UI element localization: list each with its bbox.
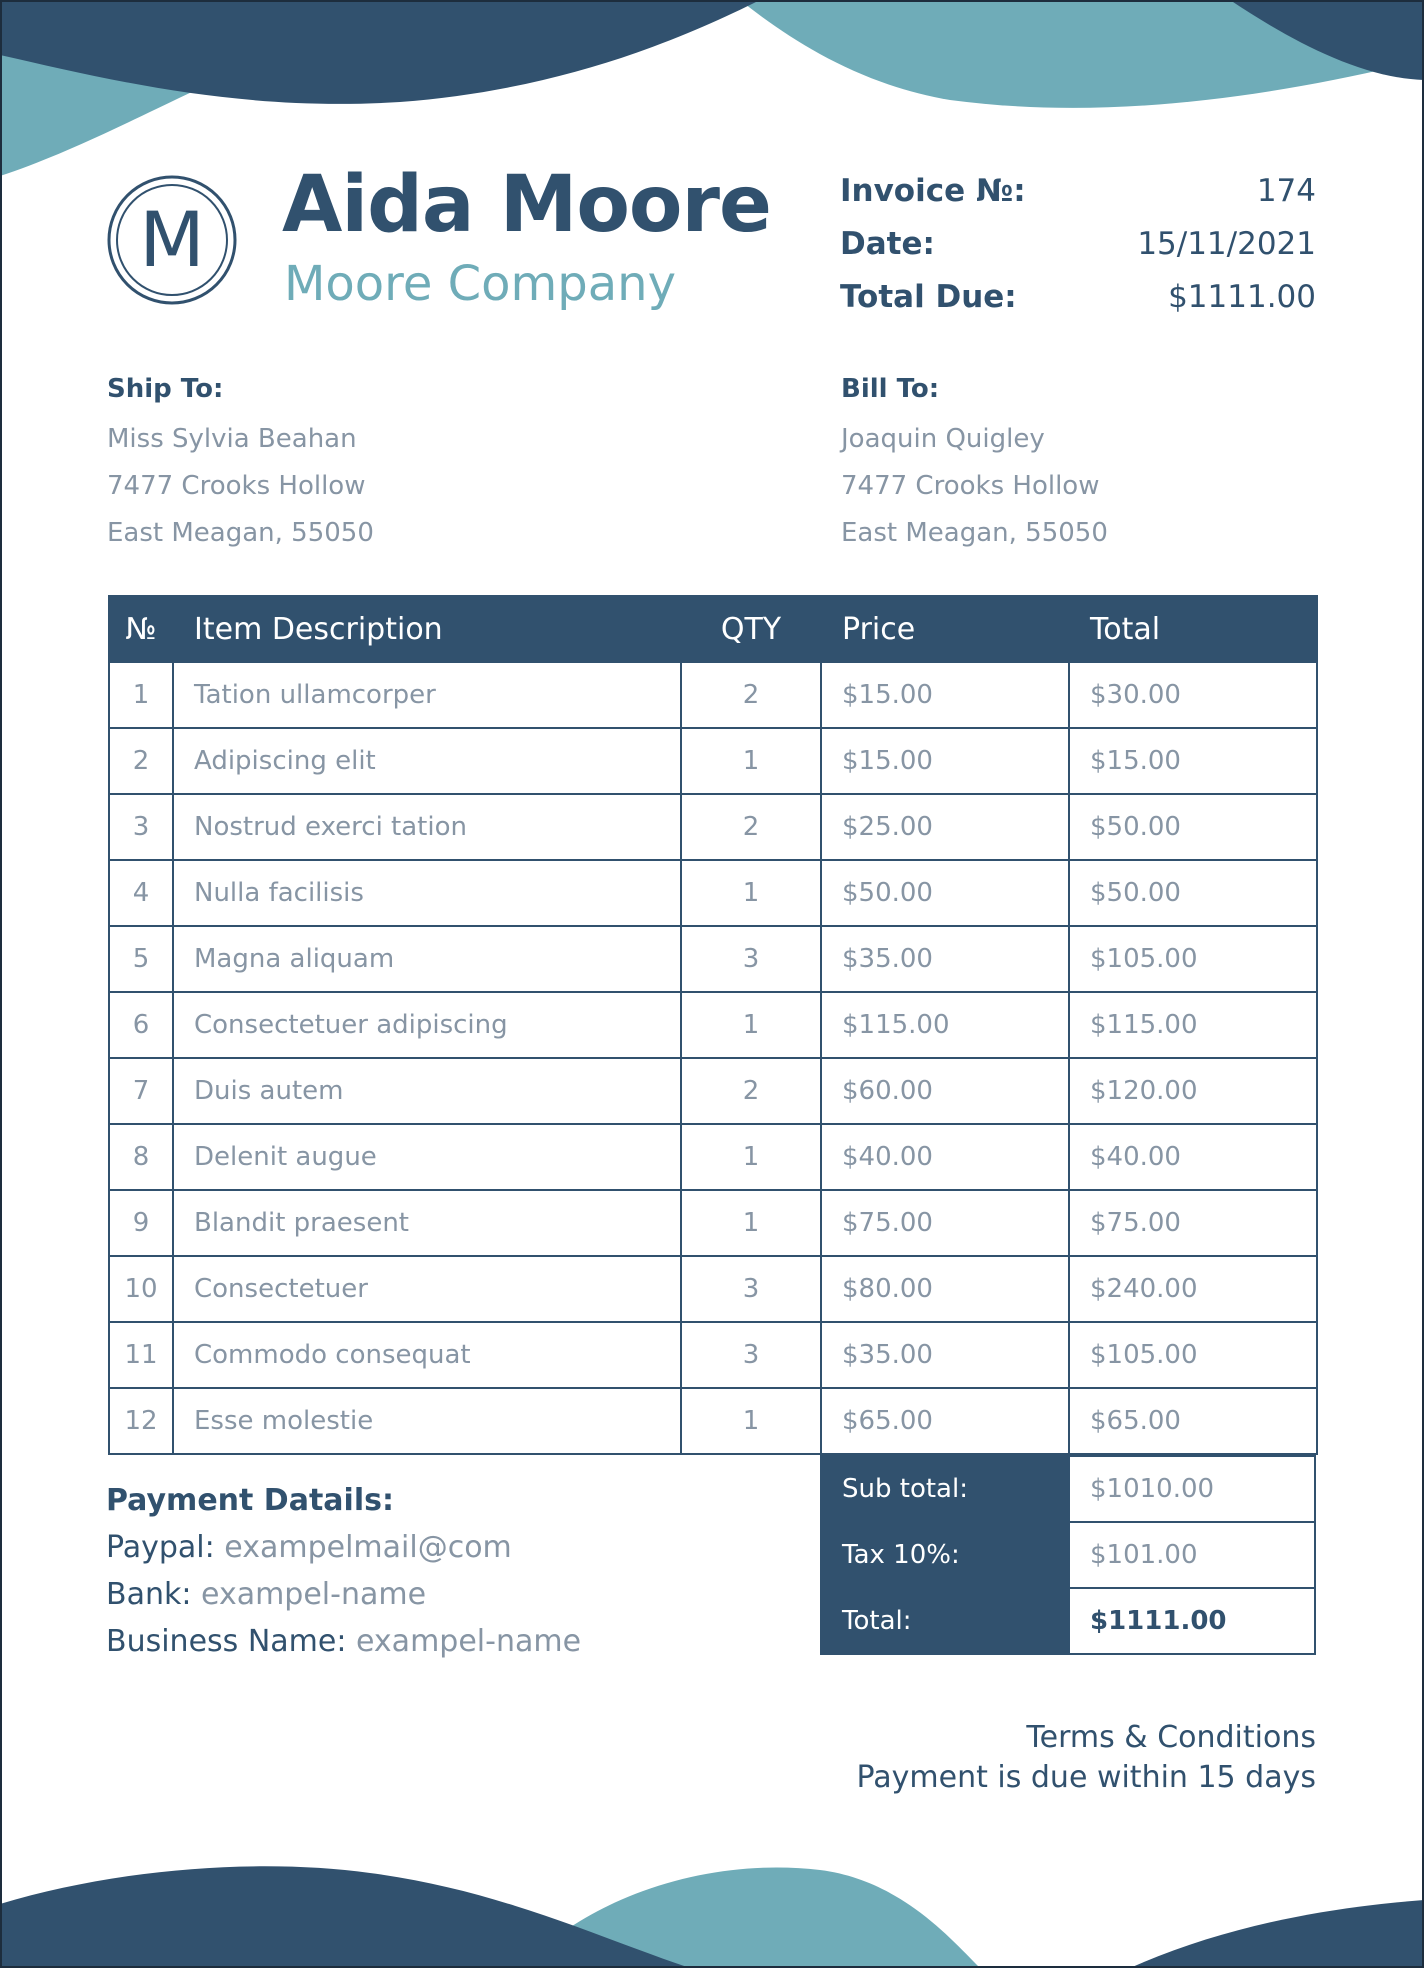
total-due-row <box>840 270 1316 323</box>
item-total: $115.00 <box>1069 992 1317 1058</box>
ship-to-label: Ship To: <box>107 374 224 404</box>
item-qty: 1 <box>681 992 821 1058</box>
column-header-number: № <box>109 596 173 662</box>
item-description: Consectetuer <box>173 1256 681 1322</box>
table-row <box>109 662 1317 728</box>
grand-total-value: $1111.00 <box>1069 1588 1315 1654</box>
item-total: $65.00 <box>1069 1388 1317 1454</box>
item-number: 2 <box>109 728 173 794</box>
bank-label: Bank: <box>106 1577 192 1612</box>
item-description: Commodo consequat <box>173 1322 681 1388</box>
subtotal-label: Sub total: <box>821 1456 1069 1522</box>
grand-total-label: Total: <box>821 1588 1069 1654</box>
item-qty: 3 <box>681 1256 821 1322</box>
table-row <box>109 992 1317 1058</box>
item-qty: 2 <box>681 794 821 860</box>
item-total: $105.00 <box>1069 1322 1317 1388</box>
item-qty: 3 <box>681 1322 821 1388</box>
ship-to-block <box>107 370 607 557</box>
item-price: $65.00 <box>821 1388 1069 1454</box>
bottom-wave-navy-right <box>1130 1900 1424 1968</box>
item-price: $50.00 <box>821 860 1069 926</box>
invoice-meta <box>840 164 1316 323</box>
paypal-label: Paypal: <box>106 1530 215 1565</box>
ship-to-street: 7477 Crooks Hollow <box>107 471 366 501</box>
item-price: $35.00 <box>821 1322 1069 1388</box>
item-qty: 2 <box>681 1058 821 1124</box>
bill-to-name: Joaquin Quigley <box>841 424 1045 454</box>
table-row <box>109 860 1317 926</box>
table-row <box>109 1124 1317 1190</box>
item-total: $240.00 <box>1069 1256 1317 1322</box>
ship-to-city: East Meagan, 55050 <box>107 518 374 548</box>
table-row <box>109 1322 1317 1388</box>
item-total: $75.00 <box>1069 1190 1317 1256</box>
column-header-total: Total <box>1069 596 1317 662</box>
item-description: Consectetuer adipiscing <box>173 992 681 1058</box>
bill-to-city: East Meagan, 55050 <box>841 518 1108 548</box>
item-description: Esse molestie <box>173 1388 681 1454</box>
payment-details-title: Payment Datails: <box>106 1483 394 1518</box>
table-row <box>109 1388 1317 1454</box>
paypal-value: exampelmail@com <box>224 1530 512 1565</box>
items-table-header <box>109 596 1317 662</box>
business-name-label: Business Name: <box>106 1624 347 1659</box>
table-row <box>109 794 1317 860</box>
business-name-value: exampel-name <box>356 1624 582 1659</box>
ship-to-name: Miss Sylvia Beahan <box>107 424 357 454</box>
logo-monogram-icon <box>106 174 238 306</box>
item-description: Nostrud exerci tation <box>173 794 681 860</box>
grand-total-row <box>821 1588 1315 1654</box>
items-table-body <box>109 662 1317 1454</box>
item-total: $50.00 <box>1069 860 1317 926</box>
terms-title: Terms & Conditions <box>1026 1720 1316 1755</box>
item-number: 12 <box>109 1388 173 1454</box>
item-description: Delenit augue <box>173 1124 681 1190</box>
bank-value: exampel-name <box>201 1577 427 1612</box>
payment-details <box>106 1478 581 1665</box>
totals-table <box>820 1455 1316 1655</box>
item-description: Tation ullamcorper <box>173 662 681 728</box>
table-row <box>109 1256 1317 1322</box>
invoice-number: 174 <box>1256 172 1316 209</box>
terms-block <box>857 1718 1316 1798</box>
column-header-price: Price <box>821 596 1069 662</box>
item-price: $15.00 <box>821 728 1069 794</box>
item-price: $25.00 <box>821 794 1069 860</box>
logo-letter: M <box>139 195 205 284</box>
item-number: 6 <box>109 992 173 1058</box>
top-wave-decoration <box>0 0 1424 180</box>
invoice-number-label: Invoice №: <box>840 172 1026 209</box>
item-qty: 1 <box>681 728 821 794</box>
table-row <box>109 926 1317 992</box>
subtotal-row <box>821 1456 1315 1522</box>
tax-label: Tax 10%: <box>821 1522 1069 1588</box>
item-number: 1 <box>109 662 173 728</box>
item-number: 10 <box>109 1256 173 1322</box>
total-due-label: Total Due: <box>840 278 1017 315</box>
bill-to-block <box>841 370 1341 557</box>
terms-text: Payment is due within 15 days <box>856 1760 1316 1795</box>
bill-to-label: Bill To: <box>841 374 940 404</box>
item-number: 11 <box>109 1322 173 1388</box>
item-price: $115.00 <box>821 992 1069 1058</box>
table-row <box>109 728 1317 794</box>
item-qty: 2 <box>681 662 821 728</box>
item-number: 8 <box>109 1124 173 1190</box>
item-description: Adipiscing elit <box>173 728 681 794</box>
bottom-wave-decoration <box>0 1828 1424 1968</box>
business-name-row <box>106 1618 581 1665</box>
item-qty: 1 <box>681 1124 821 1190</box>
tax-row <box>821 1522 1315 1588</box>
item-price: $80.00 <box>821 1256 1069 1322</box>
item-total: $40.00 <box>1069 1124 1317 1190</box>
item-number: 5 <box>109 926 173 992</box>
item-qty: 1 <box>681 1388 821 1454</box>
tax-value: $101.00 <box>1069 1522 1315 1588</box>
item-description: Magna aliquam <box>173 926 681 992</box>
subtotal-value: $1010.00 <box>1069 1456 1315 1522</box>
item-qty: 1 <box>681 1190 821 1256</box>
invoice-date-row <box>840 217 1316 270</box>
item-total: $105.00 <box>1069 926 1317 992</box>
brand-name: Aida Moore <box>282 160 771 250</box>
item-number: 9 <box>109 1190 173 1256</box>
item-price: $35.00 <box>821 926 1069 992</box>
total-due: $1111.00 <box>1168 278 1316 315</box>
item-description: Duis autem <box>173 1058 681 1124</box>
company-name: Moore Company <box>284 256 676 312</box>
bottom-wave-navy-left <box>0 1866 690 1968</box>
invoice-date: 15/11/2021 <box>1137 225 1316 262</box>
item-qty: 1 <box>681 860 821 926</box>
invoice-date-label: Date: <box>840 225 935 262</box>
item-description: Blandit praesent <box>173 1190 681 1256</box>
item-number: 4 <box>109 860 173 926</box>
item-total: $30.00 <box>1069 662 1317 728</box>
item-number: 7 <box>109 1058 173 1124</box>
item-price: $60.00 <box>821 1058 1069 1124</box>
table-row <box>109 1058 1317 1124</box>
paypal-row <box>106 1524 581 1571</box>
item-total: $50.00 <box>1069 794 1317 860</box>
table-row <box>109 1190 1317 1256</box>
item-price: $15.00 <box>821 662 1069 728</box>
item-price: $75.00 <box>821 1190 1069 1256</box>
item-total: $120.00 <box>1069 1058 1317 1124</box>
item-description: Nulla facilisis <box>173 860 681 926</box>
column-header-qty: QTY <box>681 596 821 662</box>
invoice-number-row <box>840 164 1316 217</box>
items-table <box>108 595 1318 1455</box>
item-total: $15.00 <box>1069 728 1317 794</box>
item-number: 3 <box>109 794 173 860</box>
item-qty: 3 <box>681 926 821 992</box>
bank-row <box>106 1571 581 1618</box>
bill-to-street: 7477 Crooks Hollow <box>841 471 1100 501</box>
item-price: $40.00 <box>821 1124 1069 1190</box>
column-header-description: Item Description <box>173 596 681 662</box>
